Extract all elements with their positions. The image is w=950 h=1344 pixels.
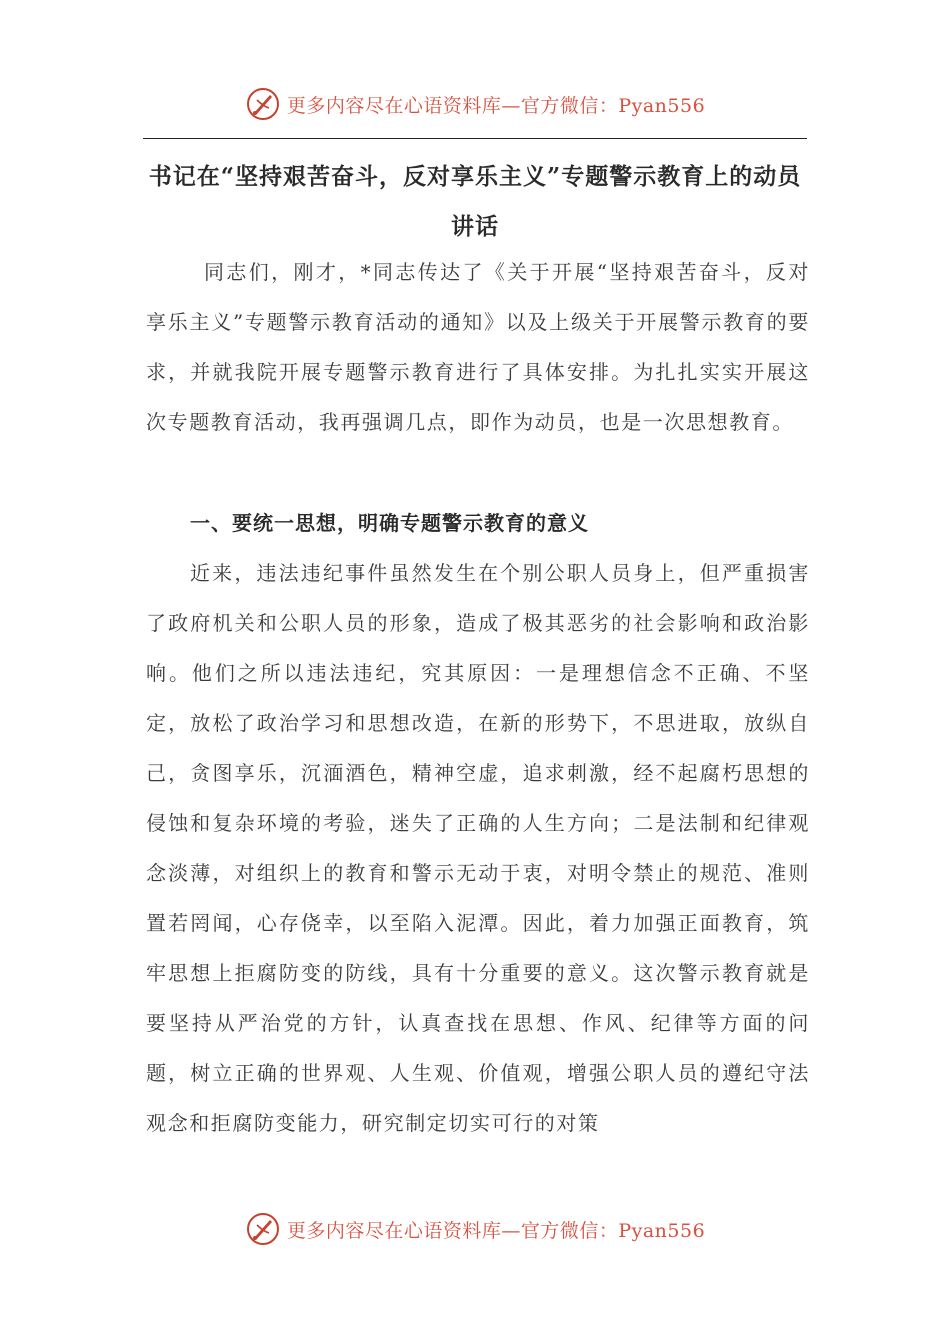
section-heading: 一、要统一思想，明确专题警示教育的意义 <box>190 511 589 535</box>
quill-logo-icon <box>245 86 281 122</box>
watermark-footer <box>0 1209 950 1249</box>
watermark-text: 更多内容尽在心语资料库—官方微信：Pyan556 <box>286 94 706 117</box>
paragraph-section-1: 近来，违法违纪事件虽然发生在个别公职人员身上，但严重损害了政府机关和公职人员的形象，造成了极其恶劣的社会影响和政治影响。他们之所以违法违纪，究其原因：一是理想信念不正确、不坚定，放松了政治学习和思想改造，在新的形势下，不思进取，放纵自己，贪图享乐，沉湎酒色，精神空虚，追求刺激，经不起腐朽思想的侵蚀和复杂环境的考验，迷失了正确的人生方向；二是法制和纪律观念淡薄，对组织上的教育和警示无动于衷，对明令禁止的规范、准则置若罔闻，心存侥幸，以至陷入泥潭。因此，着力加强正面教育，筑牢思想上拒腐防变的防线，具有十分重要的意义。这次警示教育就是要坚持从严治党的方针，认真查找在思想、作风、纪律等方面的问题，树立正确的世界观、人生观、价值观，增强公职人员的遵纪守法观念和拒腐防变能力，研究制定切实可行的对策 <box>146 561 810 1135</box>
header-divider <box>143 138 807 139</box>
watermark-header <box>0 84 950 124</box>
document-title: 书记在“坚持艰苦奋斗，反对享乐主义”专题警示教育上的动员讲话 <box>148 163 802 240</box>
watermark-text: 更多内容尽在心语资料库—官方微信：Pyan556 <box>286 1219 706 1242</box>
paragraph-intro: 同志们，刚才，*同志传达了《关于开展“坚持艰苦奋斗，反对享乐主义”专题警示教育活动的通知》以及上级关于开展警示教育的要求，并就我院开展专题警示教育进行了具体安排。为扎扎实实开展这次专题教育活动，我再强调几点，即作为动员，也是一次思想教育。 <box>146 260 810 434</box>
quill-logo-icon <box>245 1211 281 1247</box>
